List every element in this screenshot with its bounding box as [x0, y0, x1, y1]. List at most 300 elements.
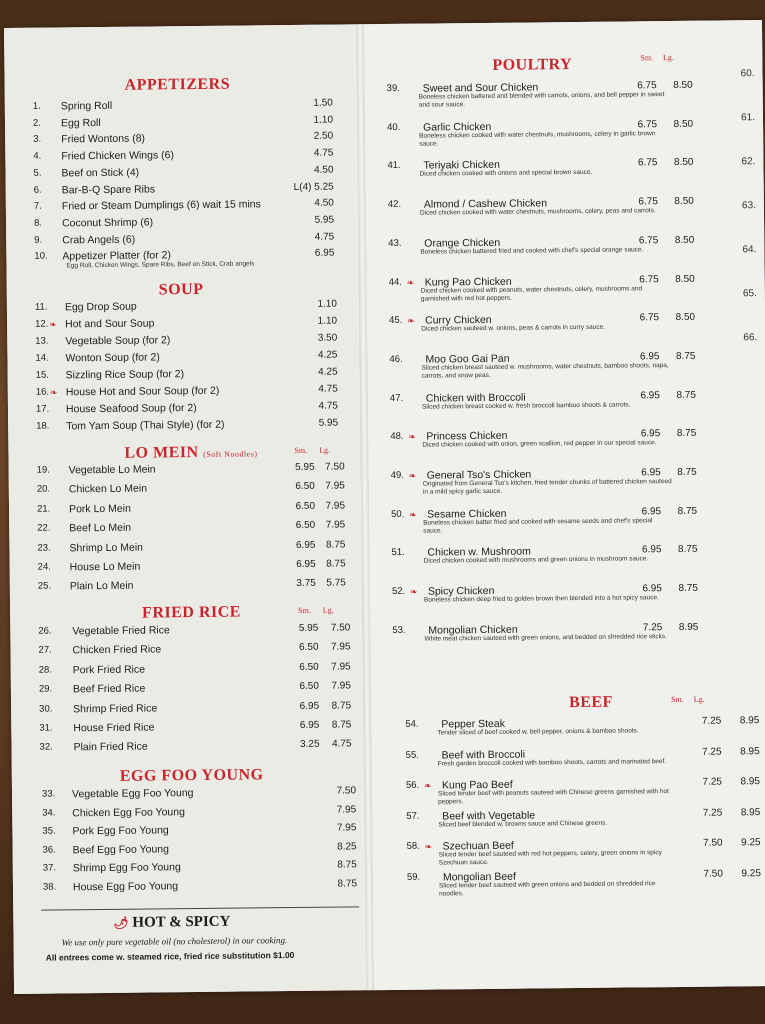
menu-item — [37, 460, 345, 477]
item-number: 44. — [388, 276, 402, 288]
item-number: 37. — [42, 862, 57, 874]
small-price: 6.95 — [640, 389, 660, 401]
pepper-icon: ❧ — [408, 432, 416, 443]
menu-item — [38, 577, 346, 594]
small-price: 6.95 — [299, 719, 320, 731]
small-price: 6.95 — [299, 700, 320, 712]
item-name: Vegetable Soup (for 2) — [65, 334, 171, 348]
large-price: 8.75 — [331, 719, 352, 731]
menu-item — [42, 784, 356, 801]
menu-item — [33, 97, 333, 114]
large-price: 8.75 — [676, 389, 696, 401]
item-price: 7.95 — [336, 803, 357, 816]
menu-item — [34, 180, 334, 197]
item-description: Diced chicken cooked with onion, green scallion, red pepper in our special sauce. — [422, 439, 657, 449]
fried-rice-heading: FRIED RICE — [142, 603, 242, 622]
item-description: Boneless chicken deep fried to golden brown then blended into a hot spicy sauce. — [423, 594, 659, 604]
item-name: Beef with Vegetable — [442, 808, 536, 822]
item-name: Shrimp Egg Foo Young — [72, 861, 181, 875]
poultry-heading: POULTRY — [492, 56, 573, 74]
item-number: 31. — [39, 722, 53, 734]
item-number: 2. — [32, 117, 41, 129]
item-name: Almond / Cashew Chicken — [423, 197, 548, 211]
large-price: 9.25 — [741, 837, 761, 849]
pepper-icon: ❧ — [407, 315, 415, 326]
item-name: Pepper Steak — [441, 717, 506, 731]
item-name: Spicy Chicken — [427, 584, 495, 598]
item-name: Appetizer Platter (for 2) — [62, 249, 172, 263]
item-name: Beef on Stick (4) — [61, 166, 140, 180]
oil-note: We use only pure vegetable oil (no cholesterol) in our cooking. — [61, 935, 288, 948]
large-price: 7.95 — [331, 661, 351, 673]
menu-item — [39, 699, 351, 716]
pepper-icon: ❧ — [424, 841, 433, 852]
large-price: 8.75 — [326, 558, 346, 570]
item-number: 25. — [37, 580, 52, 593]
item-name: Sesame Chicken — [427, 507, 507, 521]
item-name: Fried Wontons (8) — [61, 132, 146, 146]
item-name: Plain Fried Rice — [73, 740, 148, 754]
item-name: Vegetable Egg Foo Young — [71, 787, 194, 801]
small-price: 6.50 — [295, 500, 316, 512]
menu-item — [38, 641, 350, 658]
item-number: 4. — [33, 150, 42, 162]
item-number: 17. — [35, 403, 50, 415]
small-price: 6.50 — [299, 680, 319, 693]
large-price: 8.95 — [740, 745, 760, 757]
item-description: Originated from General Tso's kitchen, fried tender chunks of battered chicken sauteed in a mild spicy garlic sauce. — [422, 478, 672, 496]
item-number: 34. — [42, 807, 56, 819]
edge-number: 60. — [740, 68, 755, 80]
item-number: 35. — [42, 825, 56, 837]
item-price: 4.25 — [317, 349, 338, 361]
menu-item — [38, 557, 346, 574]
item-name: Egg Drop Soup — [64, 300, 137, 314]
item-name: Fried Chicken Wings (6) — [61, 149, 175, 163]
item-name: Moo Goo Gai Pan — [425, 352, 510, 366]
item-number: 12. — [35, 318, 49, 330]
item-number: 21. — [36, 503, 51, 515]
sm-label: Sm. — [294, 445, 308, 455]
small-price: 7.25 — [702, 807, 723, 819]
item-number: 7. — [33, 200, 42, 212]
large-price: 8.75 — [676, 428, 697, 440]
item-number: 42. — [387, 198, 402, 211]
large-price: 8.50 — [673, 79, 693, 91]
item-price: 7.95 — [336, 822, 357, 834]
item-name: Beef Egg Foo Young — [72, 842, 170, 856]
item-number: 52. — [391, 585, 406, 598]
menu-item — [37, 480, 345, 497]
pepper-icon: ❧ — [409, 586, 418, 597]
large-price: 8.75 — [331, 699, 352, 712]
item-name: House Egg Foo Young — [72, 879, 179, 893]
item-price: 8.25 — [337, 840, 357, 853]
item-name: Pork Egg Foo Young — [72, 824, 169, 838]
small-price: 6.95 — [641, 505, 662, 518]
item-description: Sliced tender beef sauteed with green onions and bedded on shredded rice noodles. — [438, 879, 656, 897]
item-name: Chicken Fried Rice — [72, 643, 162, 657]
large-price: 8.75 — [677, 544, 698, 556]
item-description: Fresh garden broccoli cooked with bamboo shoots, carrots and marinated beef. — [437, 757, 667, 767]
item-name: Curry Chicken — [425, 314, 492, 327]
menu-item — [43, 858, 357, 875]
large-price: 8.95 — [678, 621, 699, 633]
item-number: 58. — [406, 840, 420, 852]
item-name: Pork Fried Rice — [72, 663, 146, 677]
menu-item — [43, 877, 357, 894]
pepper-icon: ❧ — [423, 780, 432, 791]
small-price: 7.25 — [701, 715, 722, 727]
item-number: 33. — [41, 788, 56, 800]
hot-spicy-label: HOT & SPICY — [132, 913, 231, 931]
item-name: Teriyaki Chicken — [423, 159, 500, 173]
item-number: 9. — [34, 234, 43, 246]
item-name: Shrimp Lo Mein — [69, 541, 144, 554]
item-price: 6.95 — [314, 247, 335, 260]
edge-number: 64. — [742, 244, 757, 256]
edge-number: 65. — [742, 288, 757, 300]
small-price: 6.75 — [637, 80, 657, 92]
menu-item — [36, 400, 338, 417]
item-number: 20. — [36, 483, 51, 496]
item-description: White meat chicken sauteed with green onions, and bedded on shredded rice sticks. — [424, 632, 667, 643]
menu-item — [37, 519, 345, 536]
lo-mein-heading — [124, 443, 257, 462]
item-price: 4.25 — [318, 366, 338, 378]
menu-item — [38, 621, 350, 638]
large-price: 7.50 — [330, 622, 351, 634]
menu-item — [34, 197, 334, 214]
item-price: 2.50 — [313, 130, 334, 143]
dot-leader — [65, 113, 309, 127]
menu-item — [35, 298, 337, 315]
pepper-icon: ❧ — [49, 319, 57, 330]
item-number: 22. — [37, 522, 51, 534]
item-number: 41. — [387, 160, 401, 172]
item-number: 28. — [38, 664, 53, 676]
item-number: 38. — [42, 881, 57, 893]
item-description: Diced chicken cooked with peanuts, water chestnuts, celery, mushrooms and garnished with red hot peppers. — [420, 284, 643, 303]
small-price: 7.25 — [702, 776, 722, 788]
item-number: 23. — [37, 542, 51, 554]
item-name: Shrimp Fried Rice — [73, 702, 158, 715]
menu-item — [43, 840, 357, 857]
item-name: Mongolian Beef — [442, 870, 516, 883]
small-price: 6.95 — [295, 539, 316, 551]
small-price: 6.50 — [295, 519, 316, 532]
lo-mein-note: (Soft Noodles) — [203, 449, 258, 459]
item-number: 26. — [38, 625, 52, 637]
menu-item — [39, 738, 351, 755]
menu-item — [42, 821, 356, 838]
item-number: 46. — [389, 353, 403, 365]
item-name: Sweet and Sour Chicken — [422, 81, 539, 95]
lo-mein-size-header — [294, 446, 330, 455]
beef-size-header — [671, 695, 705, 704]
item-number: 24. — [37, 561, 51, 573]
item-number: 3. — [33, 134, 42, 146]
item-number: 55. — [405, 749, 419, 761]
large-price: 8.50 — [673, 118, 694, 130]
item-name: Egg Roll — [60, 116, 101, 130]
large-price: 7.95 — [325, 480, 345, 493]
item-name: House Hot and Sour Soup (for 2) — [65, 384, 220, 399]
item-name: Sizzling Rice Soup (for 2) — [65, 368, 185, 382]
item-price: 4.75 — [318, 400, 339, 412]
item-description: Sliced tender beef sauteed with red hot peppers, celery, green onions in spicy Szechuan sauce. — [438, 849, 662, 867]
large-price: 8.50 — [673, 157, 694, 169]
item-number: 57. — [406, 810, 420, 822]
item-price: 1.50 — [313, 97, 333, 109]
large-price: 8.75 — [677, 466, 697, 478]
large-price: 8.50 — [674, 195, 694, 208]
sm-label: Sm. — [671, 694, 684, 705]
item-number: 54. — [405, 718, 419, 730]
item-number: 8. — [33, 217, 43, 229]
small-price: 6.75 — [639, 273, 659, 285]
small-price: 6.75 — [637, 157, 658, 169]
left-panel — [4, 24, 364, 994]
item-description: Sliced chicken breast cooked w. fresh broccoli bamboo shoots & carrots. — [421, 401, 631, 411]
item-price: 8.75 — [337, 859, 357, 871]
menu-sheet — [4, 20, 765, 994]
item-name: House Lo Mein — [69, 560, 141, 574]
menu-item — [39, 660, 351, 677]
menu-item — [33, 163, 333, 180]
large-price: 8.75 — [678, 582, 698, 595]
item-name: Szechuan Beef — [442, 839, 514, 853]
item-price: 4.50 — [313, 164, 334, 176]
large-price: 4.75 — [331, 738, 352, 750]
item-name: Bar-B-Q Spare Ribs — [61, 182, 156, 196]
large-price: 9.25 — [741, 867, 761, 879]
right-panel — [364, 20, 765, 990]
item-name: Coconut Shrimp (6) — [61, 216, 154, 230]
item-description: Boneless chicken battered fried and cooked with chef's special orange sauce. — [420, 246, 644, 256]
item-description: Tender sliced of beef cooked w. bell pepper, onions & bamboo shoots. — [437, 727, 639, 737]
item-description: Egg Roll, Chicken Wings, Spare Ribs, Beef on Stick, Crab angels — [66, 260, 255, 270]
item-number: 48. — [390, 431, 404, 443]
item-number: 56. — [405, 779, 420, 791]
item-name: Vegetable Lo Mein — [68, 463, 156, 477]
item-number: 27. — [38, 644, 52, 657]
item-price: 7.50 — [336, 785, 357, 797]
large-price: 8.95 — [740, 806, 761, 818]
small-price: 6.95 — [641, 544, 662, 556]
item-name: Crab Angels (6) — [62, 233, 136, 246]
item-price: 3.50 — [317, 332, 338, 344]
small-price: 6.75 — [637, 118, 658, 131]
item-number: 14. — [35, 352, 49, 364]
item-name: Plain Lo Mein — [69, 580, 134, 593]
item-number: 10. — [34, 250, 48, 262]
menu-item — [36, 417, 338, 434]
item-description: Boneless chicken battered and blended with carrots, onions, and bell pepper in sweet and sour sauce. — [418, 91, 665, 109]
soup-heading: SOUP — [158, 280, 204, 299]
large-price: 8.95 — [739, 715, 760, 727]
item-name: Orange Chicken — [424, 236, 501, 250]
item-number: 43. — [388, 237, 402, 249]
large-price: 8.75 — [677, 505, 698, 517]
item-description: Diced chicken sauteed w. onions, peas & carrots in curry sauce. — [421, 323, 606, 333]
large-price: 7.95 — [330, 641, 351, 653]
item-name: House Seafood Soup (for 2) — [65, 402, 197, 416]
item-number: 47. — [389, 392, 404, 404]
lg-label: Lg. — [662, 52, 674, 63]
lg-label: Lg. — [322, 605, 334, 615]
item-number: 5. — [33, 167, 42, 179]
small-price: 6.75 — [638, 196, 658, 208]
small-price: 6.75 — [639, 312, 660, 324]
beef-heading: BEEF — [569, 693, 613, 712]
large-price: 8.75 — [675, 350, 696, 362]
item-description: Boneless chicken batter fried and cooked with sesame seeds and chef's special sauce. — [423, 516, 653, 535]
sm-label: Sm. — [640, 53, 654, 63]
large-price: 8.50 — [675, 273, 695, 285]
item-description: Sliced chicken breast sauteed w. mushrooms, water chestnuts, bamboo shoots, napa, carrots, and snow peas. — [421, 361, 669, 380]
item-name: Beef Lo Mein — [69, 521, 132, 535]
menu-item — [42, 803, 356, 820]
pepper-icon: 🌶 — [113, 915, 129, 930]
item-price: L(4) 5.25 — [293, 181, 334, 193]
item-number: 6. — [33, 184, 42, 196]
item-number: 36. — [42, 844, 56, 856]
item-name: Chicken Egg Foo Young — [72, 805, 185, 819]
large-price: 7.95 — [325, 519, 346, 531]
large-price: 7.95 — [331, 680, 351, 692]
item-number: 19. — [36, 464, 50, 476]
item-name: Fried or Steam Dumplings (6) wait 15 mins — [61, 198, 261, 213]
menu-item — [39, 680, 351, 697]
item-number: 13. — [35, 335, 49, 347]
item-description: Diced chicken cooked with onions and special brown sauce. — [419, 169, 593, 179]
item-name: Chicken Lo Mein — [68, 482, 148, 496]
large-price: 7.50 — [325, 461, 345, 473]
item-number: 18. — [36, 420, 50, 432]
item-price: 1.10 — [313, 114, 334, 126]
large-price: 5.75 — [326, 577, 346, 590]
item-price: 8.75 — [337, 877, 358, 890]
poultry-size-header — [640, 53, 674, 62]
large-price: 8.50 — [675, 311, 696, 324]
pepper-icon: ❧ — [409, 509, 417, 520]
item-name: General Tso's Chicken — [426, 468, 532, 482]
item-price: 4.75 — [314, 231, 335, 243]
small-price: 6.95 — [639, 351, 660, 363]
item-name: Tom Yam Soup (Thai Style) (for 2) — [66, 418, 225, 433]
small-price: 6.50 — [298, 642, 319, 654]
small-price: 6.50 — [299, 661, 319, 673]
menu-item — [33, 130, 333, 147]
small-price: 7.50 — [703, 868, 723, 880]
small-price: 7.50 — [703, 837, 723, 849]
lg-label: Lg. — [693, 694, 705, 704]
item-price: 4.75 — [313, 147, 334, 159]
small-price: 6.95 — [640, 428, 661, 440]
edge-number: 62. — [741, 156, 756, 168]
item-name: Pork Lo Mein — [68, 502, 131, 516]
pepper-icon: ❧ — [406, 277, 415, 288]
item-name: Beef Fried Rice — [72, 682, 146, 696]
item-name: Chicken with Broccoli — [425, 391, 526, 405]
small-price: 6.95 — [642, 583, 662, 595]
large-price: 8.95 — [740, 776, 760, 788]
item-name: Chicken w. Mushroom — [427, 545, 531, 559]
footer-divider — [41, 906, 359, 910]
item-number: 16. — [35, 386, 50, 398]
item-name: Garlic Chicken — [423, 120, 492, 134]
small-price: 6.50 — [295, 481, 315, 493]
small-price: 7.25 — [642, 621, 663, 634]
edge-number: 66. — [743, 332, 758, 344]
item-price: 1.10 — [317, 298, 337, 310]
large-price: 7.95 — [325, 500, 346, 512]
item-name: Beef with Broccoli — [441, 748, 526, 761]
item-price: 4.50 — [314, 197, 334, 209]
item-description: Diced chicken cooked with mushrooms and green onions in mushroom sauce. — [423, 555, 649, 566]
menu-item — [35, 332, 337, 349]
item-price: 4.75 — [318, 383, 338, 395]
item-name: Princess Chicken — [426, 430, 508, 443]
item-number: 1. — [32, 100, 41, 112]
egg-foo-young-heading: EGG FOO YOUNG — [119, 766, 264, 785]
menu-item — [34, 213, 334, 230]
lo-mein-title: LO MEIN — [124, 443, 199, 462]
small-price: 7.25 — [702, 746, 722, 758]
item-name: Kung Pao Chicken — [424, 275, 512, 289]
menu-item — [35, 349, 337, 366]
item-name: House Fried Rice — [73, 721, 155, 735]
entrees-note: All entrees come w. steamed rice, fried rice substitution $1.00 — [45, 950, 295, 963]
appetizers-heading: APPETIZERS — [124, 75, 231, 94]
item-description: Sliced tender beef with peanuts sauteed with Chinese greens garnished with hot peppers. — [438, 788, 669, 806]
item-price: 1.10 — [317, 315, 338, 327]
item-name: Mongolian Chicken — [428, 623, 518, 637]
large-price: 8.50 — [674, 234, 695, 246]
menu-item — [36, 366, 338, 383]
sm-label: Sm. — [298, 605, 311, 615]
small-price: 3.25 — [299, 739, 320, 751]
small-price: 5.95 — [295, 461, 315, 473]
edge-number: 61. — [741, 112, 756, 124]
item-price: 5.95 — [318, 417, 339, 429]
item-name: Spring Roll — [60, 99, 113, 113]
fried-rice-size-header — [298, 606, 334, 615]
edge-number: 63. — [741, 200, 756, 212]
item-number: 45. — [389, 315, 403, 327]
menu-item — [33, 113, 333, 130]
item-number: 59. — [406, 871, 421, 883]
item-number: 39. — [386, 82, 400, 94]
menu-item — [37, 499, 345, 516]
item-number: 53. — [392, 624, 406, 636]
item-name: Wonton Soup (for 2) — [65, 351, 160, 365]
menu-item — [36, 383, 338, 400]
item-description: Sliced beef blended w. browns sauce and Chinese greens. — [438, 819, 608, 828]
item-number: 32. — [39, 741, 53, 754]
pepper-icon: ❧ — [408, 470, 417, 481]
item-name: Hot and Sour Soup — [65, 317, 155, 331]
menu-item — [39, 718, 351, 735]
item-number: 15. — [35, 369, 49, 381]
item-number: 40. — [387, 121, 401, 133]
small-price: 5.95 — [298, 622, 319, 634]
item-number: 29. — [38, 683, 53, 695]
lg-label: Lg. — [319, 445, 331, 455]
item-description: Diced chicken cooked with water chestnuts, mushrooms, celery, peas and carrots. — [419, 207, 656, 217]
menu-item — [37, 538, 345, 555]
